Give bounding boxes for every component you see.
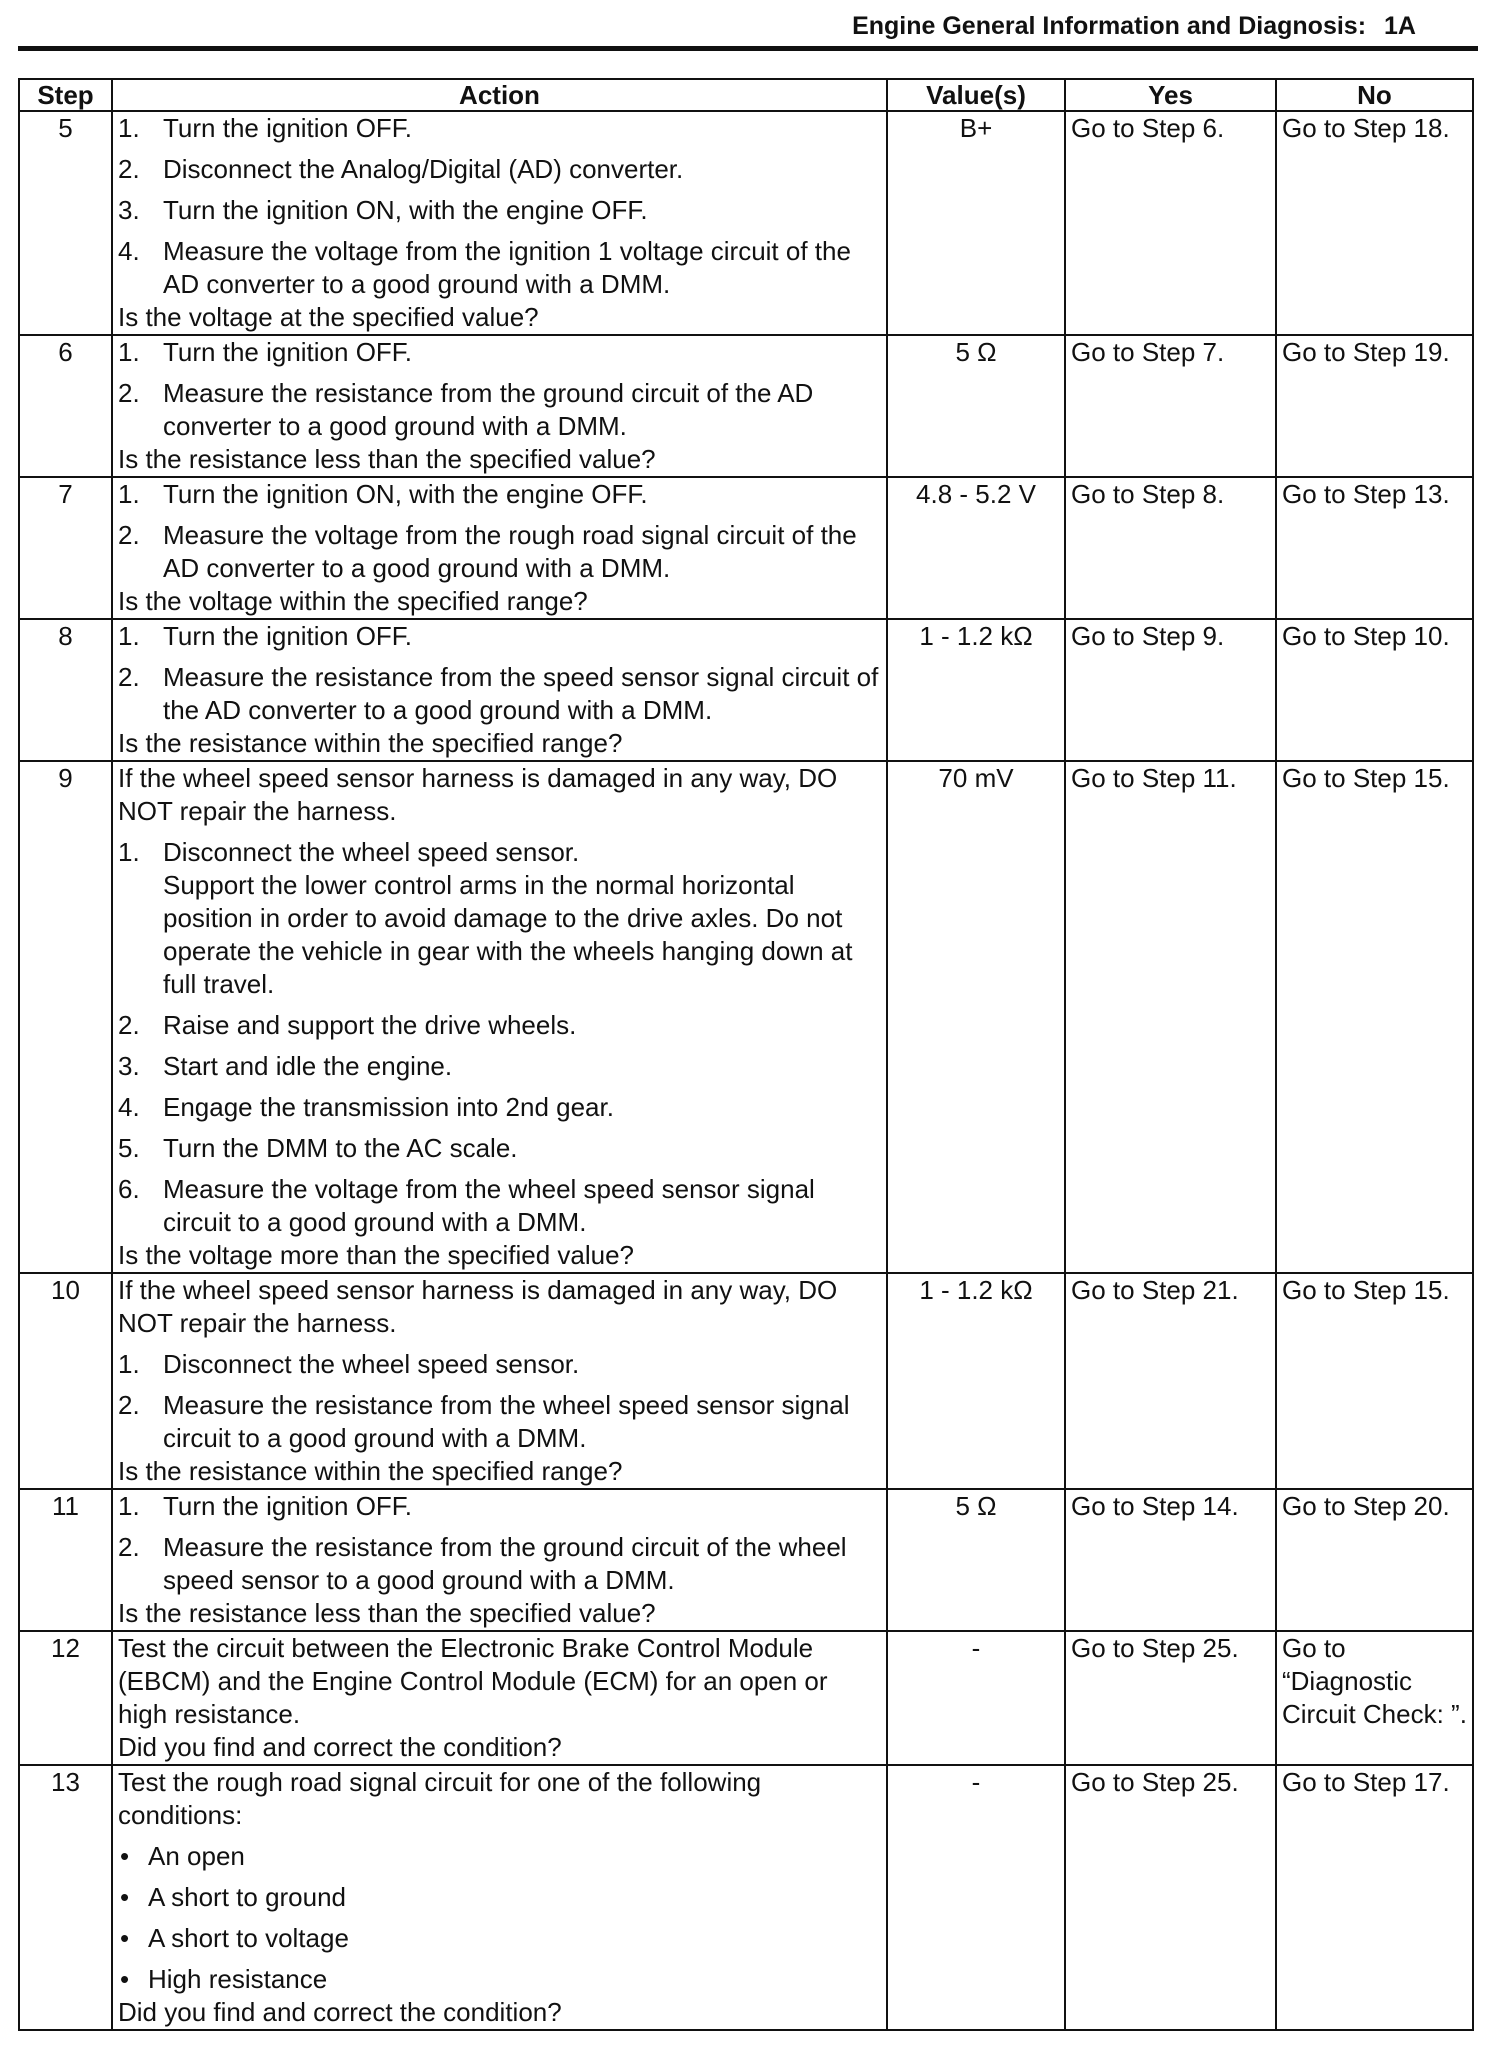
table-row — [19, 1765, 1473, 2030]
action-item — [118, 1173, 881, 1239]
action-item-number: 2. — [118, 1532, 140, 1562]
action-item-number: 1. — [118, 1491, 140, 1521]
action-cell — [112, 1489, 887, 1631]
action-item — [118, 836, 881, 1001]
action-question: Is the resistance within the specified range? — [118, 1456, 623, 1486]
action-question: Is the resistance within the specified range? — [118, 728, 623, 758]
action-item-text: Turn the ignition ON, with the engine OFF. — [163, 479, 648, 509]
action-list — [118, 1348, 881, 1455]
action-intro: Test the circuit between the Electronic Brake Control Module (EBCM) and the Engine Control Module (ECM) for an open or high resistance. — [118, 1633, 828, 1729]
table-row — [19, 619, 1473, 761]
no-cell: Go to Step 13. — [1276, 477, 1473, 619]
yes-cell: Go to Step 7. — [1065, 335, 1276, 477]
action-item-text: Turn the ignition OFF. — [163, 621, 413, 651]
action-item-number: 2. — [118, 1390, 140, 1420]
action-item — [118, 620, 881, 653]
column-header-values: Value(s) — [887, 79, 1065, 111]
yes-cell: Go to Step 25. — [1065, 1631, 1276, 1765]
step-number: 10 — [19, 1273, 112, 1489]
step-number: 9 — [19, 761, 112, 1273]
step-number: 5 — [19, 111, 112, 335]
value-cell: 5 Ω — [887, 335, 1065, 477]
bullet-text: A short to voltage — [148, 1923, 349, 1953]
bullet-item — [118, 1963, 881, 1996]
action-item — [118, 1132, 881, 1165]
yes-cell: Go to Step 9. — [1065, 619, 1276, 761]
no-cell: Go to “Diagnostic Circuit Check: ”. — [1276, 1631, 1473, 1765]
action-item-number: 5. — [118, 1133, 140, 1163]
step-number: 7 — [19, 477, 112, 619]
action-intro: If the wheel speed sensor harness is damaged in any way, DO NOT repair the harness. — [118, 1275, 838, 1338]
table-row — [19, 761, 1473, 1273]
action-item-text: Engage the transmission into 2nd gear. — [163, 1092, 614, 1122]
action-item-number: 1. — [118, 1349, 140, 1379]
table-row — [19, 335, 1473, 477]
action-item — [118, 194, 881, 227]
column-header-no: No — [1276, 79, 1473, 111]
action-cell — [112, 761, 887, 1273]
yes-cell: Go to Step 21. — [1065, 1273, 1276, 1489]
action-item — [118, 1050, 881, 1083]
action-item-text: Turn the ignition ON, with the engine OFF. — [163, 195, 648, 225]
action-item-number: 1. — [118, 837, 140, 867]
action-question: Is the resistance less than the specified value? — [118, 444, 656, 474]
no-cell: Go to Step 15. — [1276, 1273, 1473, 1489]
table-header-row — [19, 79, 1473, 111]
yes-cell: Go to Step 6. — [1065, 111, 1276, 335]
header-title: Engine General Information and Diagnosis: — [852, 12, 1367, 40]
value-cell: - — [887, 1631, 1065, 1765]
action-cell — [112, 619, 887, 761]
value-cell: 70 mV — [887, 761, 1065, 1273]
action-list — [118, 1490, 881, 1597]
action-item — [118, 1490, 881, 1523]
action-item-text: Turn the ignition OFF. — [163, 113, 413, 143]
action-item — [118, 661, 881, 727]
action-list — [118, 478, 881, 585]
action-cell — [112, 477, 887, 619]
action-cell — [112, 1765, 887, 2030]
action-item — [118, 153, 881, 186]
diagnostic-table — [18, 78, 1474, 2031]
bullet-item — [118, 1881, 881, 1914]
action-item — [118, 112, 881, 145]
action-item-number: 4. — [118, 236, 140, 266]
action-question: Is the voltage at the specified value? — [118, 302, 539, 332]
action-item-number: 2. — [118, 662, 140, 692]
table-row — [19, 1273, 1473, 1489]
bullet-text: High resistance — [148, 1964, 328, 1994]
no-cell: Go to Step 19. — [1276, 335, 1473, 477]
action-cell — [112, 1273, 887, 1489]
action-item-number: 6. — [118, 1174, 140, 1204]
action-item-text: Turn the DMM to the AC scale. — [163, 1133, 518, 1163]
action-item-text: Turn the ignition OFF. — [163, 337, 413, 367]
bullet-icon: • — [120, 1964, 130, 1994]
action-item-text: Measure the voltage from the wheel speed sensor signal circuit to a good ground with a DMM. — [163, 1174, 815, 1237]
action-item-number: 1. — [118, 621, 140, 651]
action-item-text: Measure the voltage from the ignition 1 voltage circuit of the AD converter to a good ground with a DMM. — [163, 236, 851, 299]
table-body — [19, 111, 1473, 2030]
action-list — [118, 620, 881, 727]
action-item — [118, 336, 881, 369]
action-item-text: Measure the resistance from the speed sensor signal circuit of the AD converter to a good ground with a DMM. — [163, 662, 879, 725]
step-number: 12 — [19, 1631, 112, 1765]
bullet-text: A short to ground — [148, 1882, 347, 1912]
bullet-icon: • — [120, 1882, 130, 1912]
bullet-list — [118, 1840, 881, 1996]
value-cell: - — [887, 1765, 1065, 2030]
action-item-number: 1. — [118, 113, 140, 143]
action-item — [118, 1389, 881, 1455]
action-item-number: 2. — [118, 1010, 140, 1040]
value-cell: 1 - 1.2 kΩ — [887, 1273, 1065, 1489]
action-list — [118, 836, 881, 1239]
action-item-text: Disconnect the wheel speed sensor. — [163, 837, 580, 867]
bullet-icon: • — [120, 1923, 130, 1953]
step-number: 11 — [19, 1489, 112, 1631]
action-item-text: Turn the ignition OFF. — [163, 1491, 413, 1521]
action-question: Is the resistance less than the specified value? — [118, 1598, 656, 1628]
action-question: Did you find and correct the condition? — [118, 1997, 562, 2027]
step-number: 13 — [19, 1765, 112, 2030]
action-item — [118, 377, 881, 443]
action-cell — [112, 1631, 887, 1765]
action-item-text: Measure the resistance from the wheel speed sensor signal circuit to a good ground with a DMM. — [163, 1390, 850, 1453]
column-header-action: Action — [112, 79, 887, 111]
action-item-number: 3. — [118, 1051, 140, 1081]
action-item-text: Raise and support the drive wheels. — [163, 1010, 577, 1040]
action-item-text: Disconnect the Analog/Digital (AD) converter. — [163, 154, 684, 184]
action-intro: Test the rough road signal circuit for one of the following conditions: — [118, 1767, 762, 1830]
action-item-number: 1. — [118, 479, 140, 509]
action-item-number: 3. — [118, 195, 140, 225]
step-number: 8 — [19, 619, 112, 761]
action-question: Is the voltage more than the specified value? — [118, 1240, 634, 1270]
action-cell — [112, 111, 887, 335]
action-item-number: 2. — [118, 154, 140, 184]
yes-cell: Go to Step 11. — [1065, 761, 1276, 1273]
no-cell: Go to Step 20. — [1276, 1489, 1473, 1631]
action-list — [118, 112, 881, 301]
action-item-text: Measure the voltage from the rough road signal circuit of the AD converter to a good ground with a DMM. — [163, 520, 857, 583]
table-row — [19, 1631, 1473, 1765]
value-cell: B+ — [887, 111, 1065, 335]
no-cell: Go to Step 17. — [1276, 1765, 1473, 2030]
action-list — [118, 336, 881, 443]
column-header-step: Step — [19, 79, 112, 111]
action-item — [118, 1531, 881, 1597]
header-text — [852, 12, 1416, 41]
action-item-number: 2. — [118, 378, 140, 408]
no-cell: Go to Step 18. — [1276, 111, 1473, 335]
table-row — [19, 477, 1473, 619]
action-question: Is the voltage within the specified range? — [118, 586, 588, 616]
bullet-text: An open — [148, 1841, 245, 1871]
yes-cell: Go to Step 14. — [1065, 1489, 1276, 1631]
bullet-item — [118, 1840, 881, 1873]
action-item — [118, 1348, 881, 1381]
value-cell: 4.8 - 5.2 V — [887, 477, 1065, 619]
table-row — [19, 1489, 1473, 1631]
action-item-text: Measure the resistance from the ground circuit of the wheel speed sensor to a good ground with a DMM. — [163, 1532, 847, 1595]
action-item — [118, 478, 881, 511]
action-item-number: 2. — [118, 520, 140, 550]
no-cell: Go to Step 15. — [1276, 761, 1473, 1273]
action-intro: If the wheel speed sensor harness is damaged in any way, DO NOT repair the harness. — [118, 763, 838, 826]
column-header-yes: Yes — [1065, 79, 1276, 111]
value-cell: 1 - 1.2 kΩ — [887, 619, 1065, 761]
header-section: 1A — [1384, 12, 1416, 40]
page-header — [18, 8, 1478, 51]
action-item — [118, 1091, 881, 1124]
yes-cell: Go to Step 8. — [1065, 477, 1276, 619]
action-cell — [112, 335, 887, 477]
action-item-number: 4. — [118, 1092, 140, 1122]
action-item-text: Disconnect the wheel speed sensor. — [163, 1349, 580, 1379]
step-number: 6 — [19, 335, 112, 477]
action-question: Did you find and correct the condition? — [118, 1732, 562, 1762]
action-item — [118, 235, 881, 301]
action-item-note: Support the lower control arms in the normal horizontal position in order to avoid damage to the drive axles. Do not operate the vehicle in gear with the wheels hanging down at full travel. — [163, 870, 853, 999]
action-item — [118, 519, 881, 585]
bullet-icon: • — [120, 1841, 130, 1871]
bullet-item — [118, 1922, 881, 1955]
action-item-text: Measure the resistance from the ground circuit of the AD converter to a good ground with a DMM. — [163, 378, 814, 441]
table-row — [19, 111, 1473, 335]
value-cell: 5 Ω — [887, 1489, 1065, 1631]
action-item — [118, 1009, 881, 1042]
action-item-number: 1. — [118, 337, 140, 367]
no-cell: Go to Step 10. — [1276, 619, 1473, 761]
action-item-text: Start and idle the engine. — [163, 1051, 453, 1081]
yes-cell: Go to Step 25. — [1065, 1765, 1276, 2030]
